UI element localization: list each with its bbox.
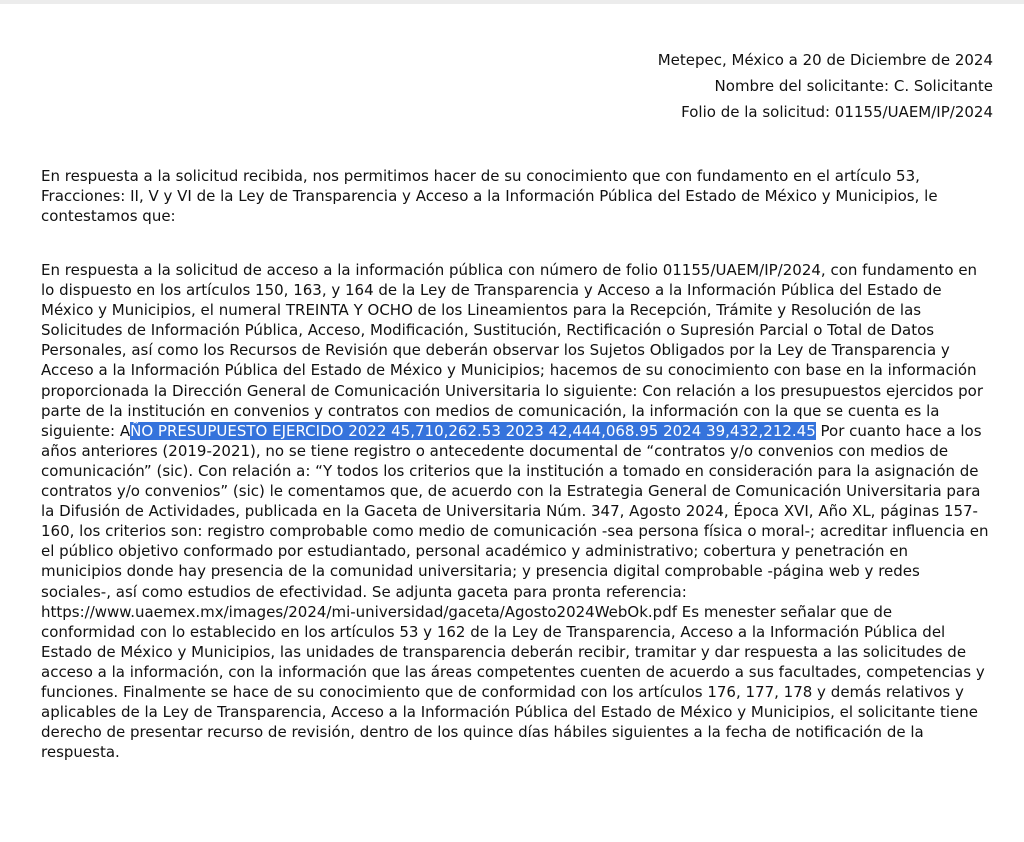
response-text-before: En respuesta a la solicitud de acceso a la información pública con número de folio 01155/UAEM/IP/2024, con fundamento en lo dispuesto en los artículos 150, 163, y 164 de la Ley de Transparencia y Acceso a la Información Pública del Estado de México y Municipios, el numeral TREINTA Y OCHO de los Lineamientos para la Recepción, Trámite y Resolución de las Solicitudes de Información Pública, Acceso, Modificación, Sustitución, Rectificación o Supresión Parcial o Total de Datos Personales, así como los Recursos de Revisión que deberán observar los Sujetos Obligados por la Ley de Transparencia y Acceso a la Información Pública del Estado de México y Municipios; hacemos de su conocimiento con base en la información proporcionada la Dirección General de Comunicación Universitaria lo siguiente: Con relación a los presupuestos ejercidos por parte de la institución en convenios y contratos con medios de comunicación, la información con la que se cuenta es la siguiente: A (41, 261, 984, 440)
place-date: Metepec, México a 20 de Diciembre de 2024 (657, 51, 993, 69)
selected-budget-text[interactable]: ÑO PRESUPUESTO EJERCIDO 2022 45,710,262.53 2023 42,444,068.95 2024 39,432,212.45 (130, 421, 816, 440)
request-folio: Folio de la solicitud: 01155/UAEM/IP/2024 (681, 103, 993, 121)
intro-paragraph: En respuesta a la solicitud recibida, nos permitimos hacer de su conocimiento que con fundamento en el artículo 53, Fracciones: II, V y VI de la Ley de Transparencia y Acceso a la Información Pública del Estado de México y Municipios, le contestamos que: (41, 167, 938, 226)
top-border (0, 0, 1024, 4)
document-header (658, 47, 993, 125)
response-paragraph (41, 260, 991, 762)
applicant-name: Nombre del solicitante: C. Solicitante (714, 77, 993, 95)
response-text-after: Por cuanto hace a los años anteriores (2019-2021), no se tiene registro o antecedente documental de “contratos y/o convenios con medios de comunicación” (sic). Con relación a: “Y todos los criterios que la institución a tomado en consideración para la asignación de contratos y/o convenios” (sic) le comentamos que, de acuerdo con la Estrategia General de Comunicación Universitaria para la Difusión de Actividades, publicada en la Gaceta de Universitaria Núm. 347, Agosto 2024, Época XVI, Año XL, páginas 157-160, los criterios son: registro comprobable como medio de comunicación -sea persona física o moral-; acreditar influencia en el público objetivo conformado por estudiantado, personal académico y administrativo; cobertura y penetración en municipios donde hay presencia de la comunidad universitaria; y presencia digital comprobable -página web y redes sociales-, así como estudios de efectividad. Se adjunta gaceta para pronta referencia: https://www.uaemex.mx/images/2024/mi-universidad/gaceta/Agosto2024WebOk.pdf Es menester señalar que de conformidad con lo establecido en los artículos 53 y 162 de la Ley de Transparencia, Acceso a la Información Pública del Estado de México y Municipios, las unidades de transparencia deberán recibir, tramitar y dar respuesta a las solicitudes de acceso a la información, con la información que las áreas competentes cuenten de acuerdo a sus facultades, competencias y funciones. Finalmente se hace de su conocimiento que de conformidad con los artículos 176, 177, 178 y demás relativos y aplicables de la Ley de Transparencia, Acceso a la Información Pública del Estado de México y Municipios, el solicitante tiene derecho de presentar recurso de revisión, dentro de los quince días hábiles siguientes a la fecha de notificación de la respuesta. (41, 421, 989, 762)
